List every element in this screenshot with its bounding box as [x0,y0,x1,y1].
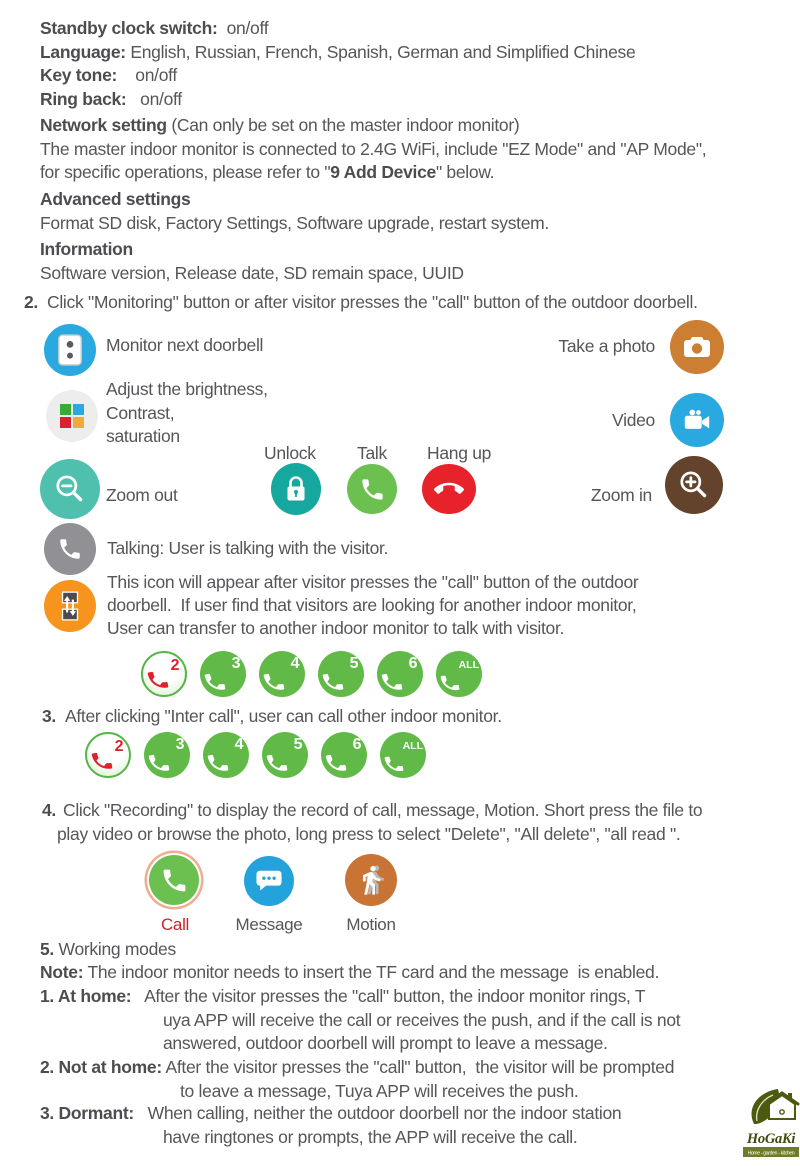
note-line: Note: The indoor monitor needs to insert the TF card and the message is enabled. [40,962,660,982]
video-label: Video [612,410,655,430]
advanced-settings-paragraph: Advanced settings Format SD disk, Factory Settings, Software upgrade, restart system. [40,189,549,233]
call-monitor-6-icon: 6 [377,651,423,697]
call-monitor-3-icon: 3 [200,651,246,697]
call-monitor-4-icon: 4 [259,651,305,697]
phone-icon [160,866,189,895]
take-photo-label: Take a photo [558,336,655,356]
talking-icon [44,523,96,575]
unlock-label: Unlock [264,443,316,463]
talk-label: Talk [357,443,387,463]
record-call-icon [149,855,199,905]
call-monitor-all-icon: ALL [380,732,426,778]
setting-key-tone: Key tone: on/off [40,65,177,85]
record-message-label: Message [235,915,303,934]
brand-logo [742,1082,800,1166]
padlock-icon [283,474,309,504]
zoom-in-icon [665,456,723,514]
zoom-out-label: Zoom out [106,485,178,505]
hang-up-icon [422,464,476,514]
zoom-in-label: Zoom in [590,485,652,505]
call-monitor-3-icon: 3 [144,732,190,778]
call-monitor-2-icon: 2 [141,651,187,697]
hang-up-label: Hang up [427,443,492,463]
adjust-image-label: Adjust the brightness, Contrast, saturation [106,379,268,446]
doorbell-plate-icon [56,332,84,368]
record-message-icon [244,856,294,906]
speech-bubble-icon [255,868,283,894]
color-squares-icon [59,403,85,429]
record-motion-icon [345,854,397,906]
talking-text: Talking: User is talking with the visitor. [107,538,389,558]
transfer-icon [44,580,96,632]
information-paragraph: Information Software version, Release date, SD remain space, UUID [40,239,464,283]
setting-ring-back: Ring back: on/off [40,88,182,109]
talk-icon [347,464,397,514]
brand-tagline: Home - garden - kitchen [747,1150,795,1157]
call-monitor-5-icon: 5 [318,651,364,697]
monitor-next-doorbell-label: Monitor next doorbell [106,335,264,355]
adjust-image-icon [46,390,98,442]
phone-icon [359,476,386,503]
video-icon [670,393,724,447]
zoom-out-icon [40,459,100,519]
monitor-next-doorbell-icon [44,324,96,376]
step2-heading: 2. Click "Monitoring" button or after visitor presses the "call" button of the outdoor doorbell. [24,292,698,312]
information-title: Information [40,239,133,259]
call-monitor-2-icon: 2 [85,732,131,778]
unlock-icon [271,463,321,515]
hang-up-phone-icon [434,474,464,504]
video-camera-icon [682,407,712,433]
network-setting-title: Network setting [40,115,167,135]
leaf-house-logo [742,1082,800,1162]
call-monitor-6-icon: 6 [321,732,367,778]
call-monitor-4-icon: 4 [203,732,249,778]
setting-standby-clock: Standby clock switch: on/off [40,18,269,38]
step4-heading: 4. Click "Recording" to display the record of call, message, Motion. Short press the file to play video or browse the photo, long press to select "Delete", "All delete", "all read ". [42,800,703,844]
mode-not-at-home: 2. Not at home: After the visitor presses the "call" button, the visitor will be prompted to leave a message, Tuya APP will receives the push. [40,1057,675,1101]
phone-icon [57,536,83,562]
network-setting-paragraph: Network setting (Can only be set on the master indoor monitor) The master indoor monitor is connected to 2.4G WiFi, include "EZ Mode" and "AP Mode", for specific operations, please refer to "9 Add Device" below. [40,115,707,182]
record-call-label: Call [160,915,190,934]
camera-icon [681,333,713,361]
call-monitor-all-icon: ALL [436,651,482,697]
mode-dormant: 3. Dormant: When calling, neither the outdoor doorbell nor the indoor station have ringtones or prompts, the APP will receive the call. [40,1103,622,1147]
mode-at-home: 1. At home: After the visitor presses the "call" button, the indoor monitor rings, T uya APP will receive the call or receives the push, and if the call is not answered, outdoor doorbell will prompt to leave a message. [40,986,681,1053]
transfer-text: This icon will appear after visitor presses the "call" button of the outdoor doorbell. If user find that visitors are looking for another indoor monitor, User can transfer to another indoor monitor to talk with visitor. [107,572,639,638]
step5-heading: 5. Working modes [40,939,176,959]
walking-person-icon [355,864,387,896]
record-motion-label: Motion [346,915,396,934]
take-photo-icon [670,320,724,374]
setting-language: Language: English, Russian, French, Spanish, German and Simplified Chinese [40,41,636,62]
settings-list [40,17,635,111]
step3-heading: 3. After clicking "Inter call", user can call other indoor monitor. [42,706,502,726]
advanced-settings-title: Advanced settings [40,189,191,209]
call-monitor-5-icon: 5 [262,732,308,778]
brand-name: HoGaKi [746,1131,796,1147]
